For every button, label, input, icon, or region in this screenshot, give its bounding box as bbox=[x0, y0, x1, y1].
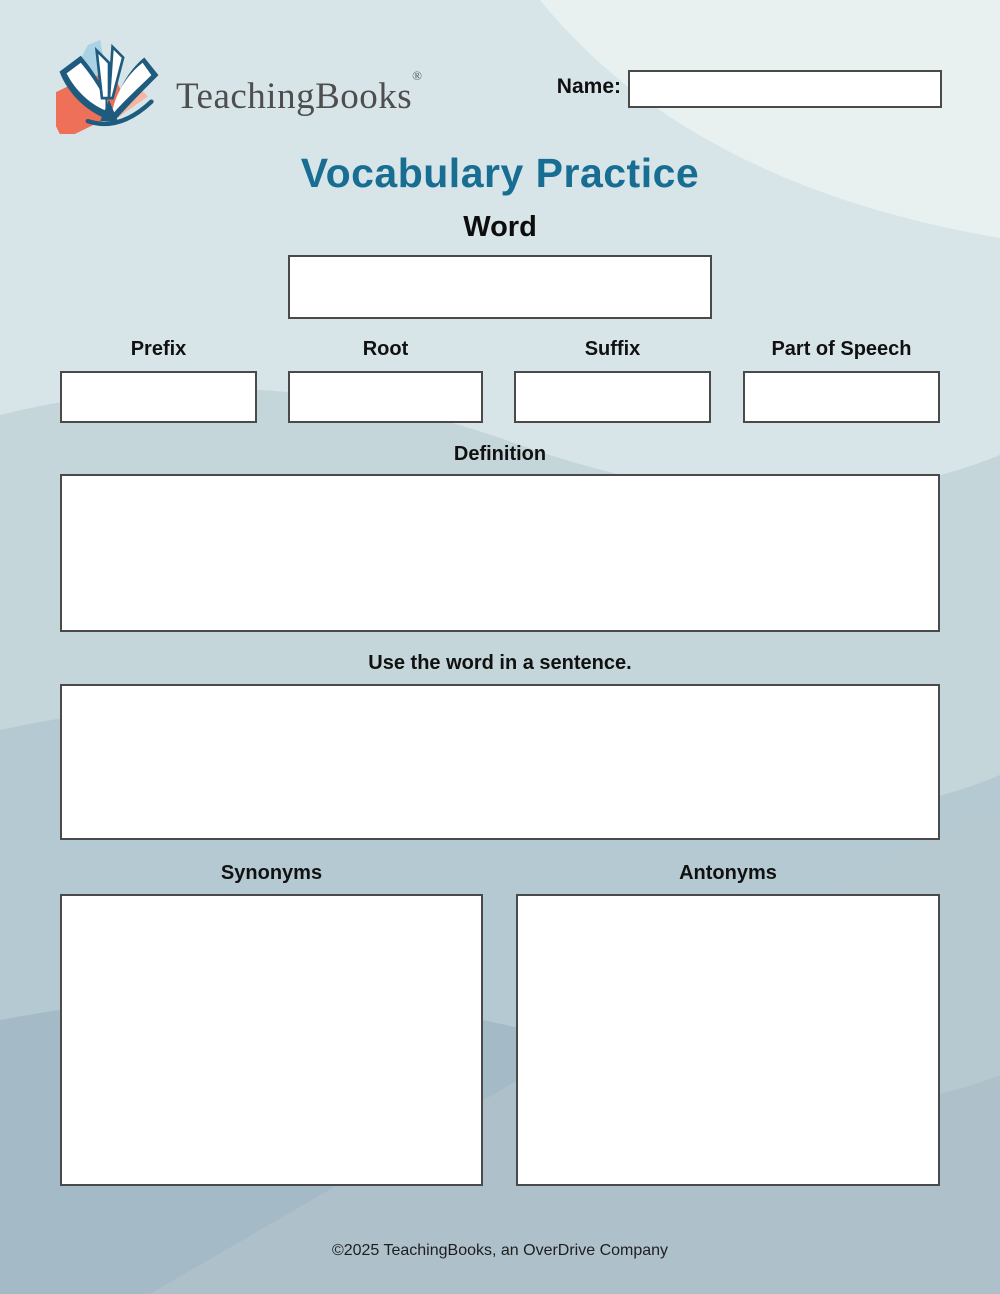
brand-name: TeachingBooks bbox=[176, 76, 413, 117]
root-input[interactable] bbox=[288, 371, 483, 423]
word-label: Word bbox=[463, 211, 537, 243]
registered-trademark-symbol: ® bbox=[412, 68, 423, 83]
synonyms-label: Synonyms bbox=[220, 862, 323, 884]
definition-label: Definition bbox=[453, 443, 547, 465]
teachingbooks-logo-icon bbox=[56, 34, 162, 134]
synonyms-textarea[interactable] bbox=[60, 894, 483, 1186]
prefix-input[interactable] bbox=[60, 371, 257, 423]
prefix-label: Prefix bbox=[130, 338, 187, 360]
brand-header bbox=[56, 34, 423, 134]
suffix-label: Suffix bbox=[584, 338, 641, 360]
antonyms-textarea[interactable] bbox=[516, 894, 940, 1186]
sentence-label: Use the word in a sentence. bbox=[368, 652, 632, 674]
part-of-speech-label: Part of Speech bbox=[771, 338, 912, 360]
brand-wordmark bbox=[176, 68, 423, 118]
definition-textarea[interactable] bbox=[60, 474, 940, 632]
page-title: Vocabulary Practice bbox=[300, 150, 700, 196]
sentence-textarea[interactable] bbox=[60, 684, 940, 840]
name-label: Name: bbox=[556, 75, 621, 98]
root-label: Root bbox=[362, 338, 409, 360]
antonyms-label: Antonyms bbox=[679, 862, 777, 884]
word-input[interactable] bbox=[288, 255, 712, 319]
name-input[interactable] bbox=[628, 70, 942, 108]
part-of-speech-input[interactable] bbox=[743, 371, 940, 423]
suffix-input[interactable] bbox=[514, 371, 711, 423]
copyright-footer: ©2025 TeachingBooks, an OverDrive Company bbox=[331, 1242, 669, 1259]
